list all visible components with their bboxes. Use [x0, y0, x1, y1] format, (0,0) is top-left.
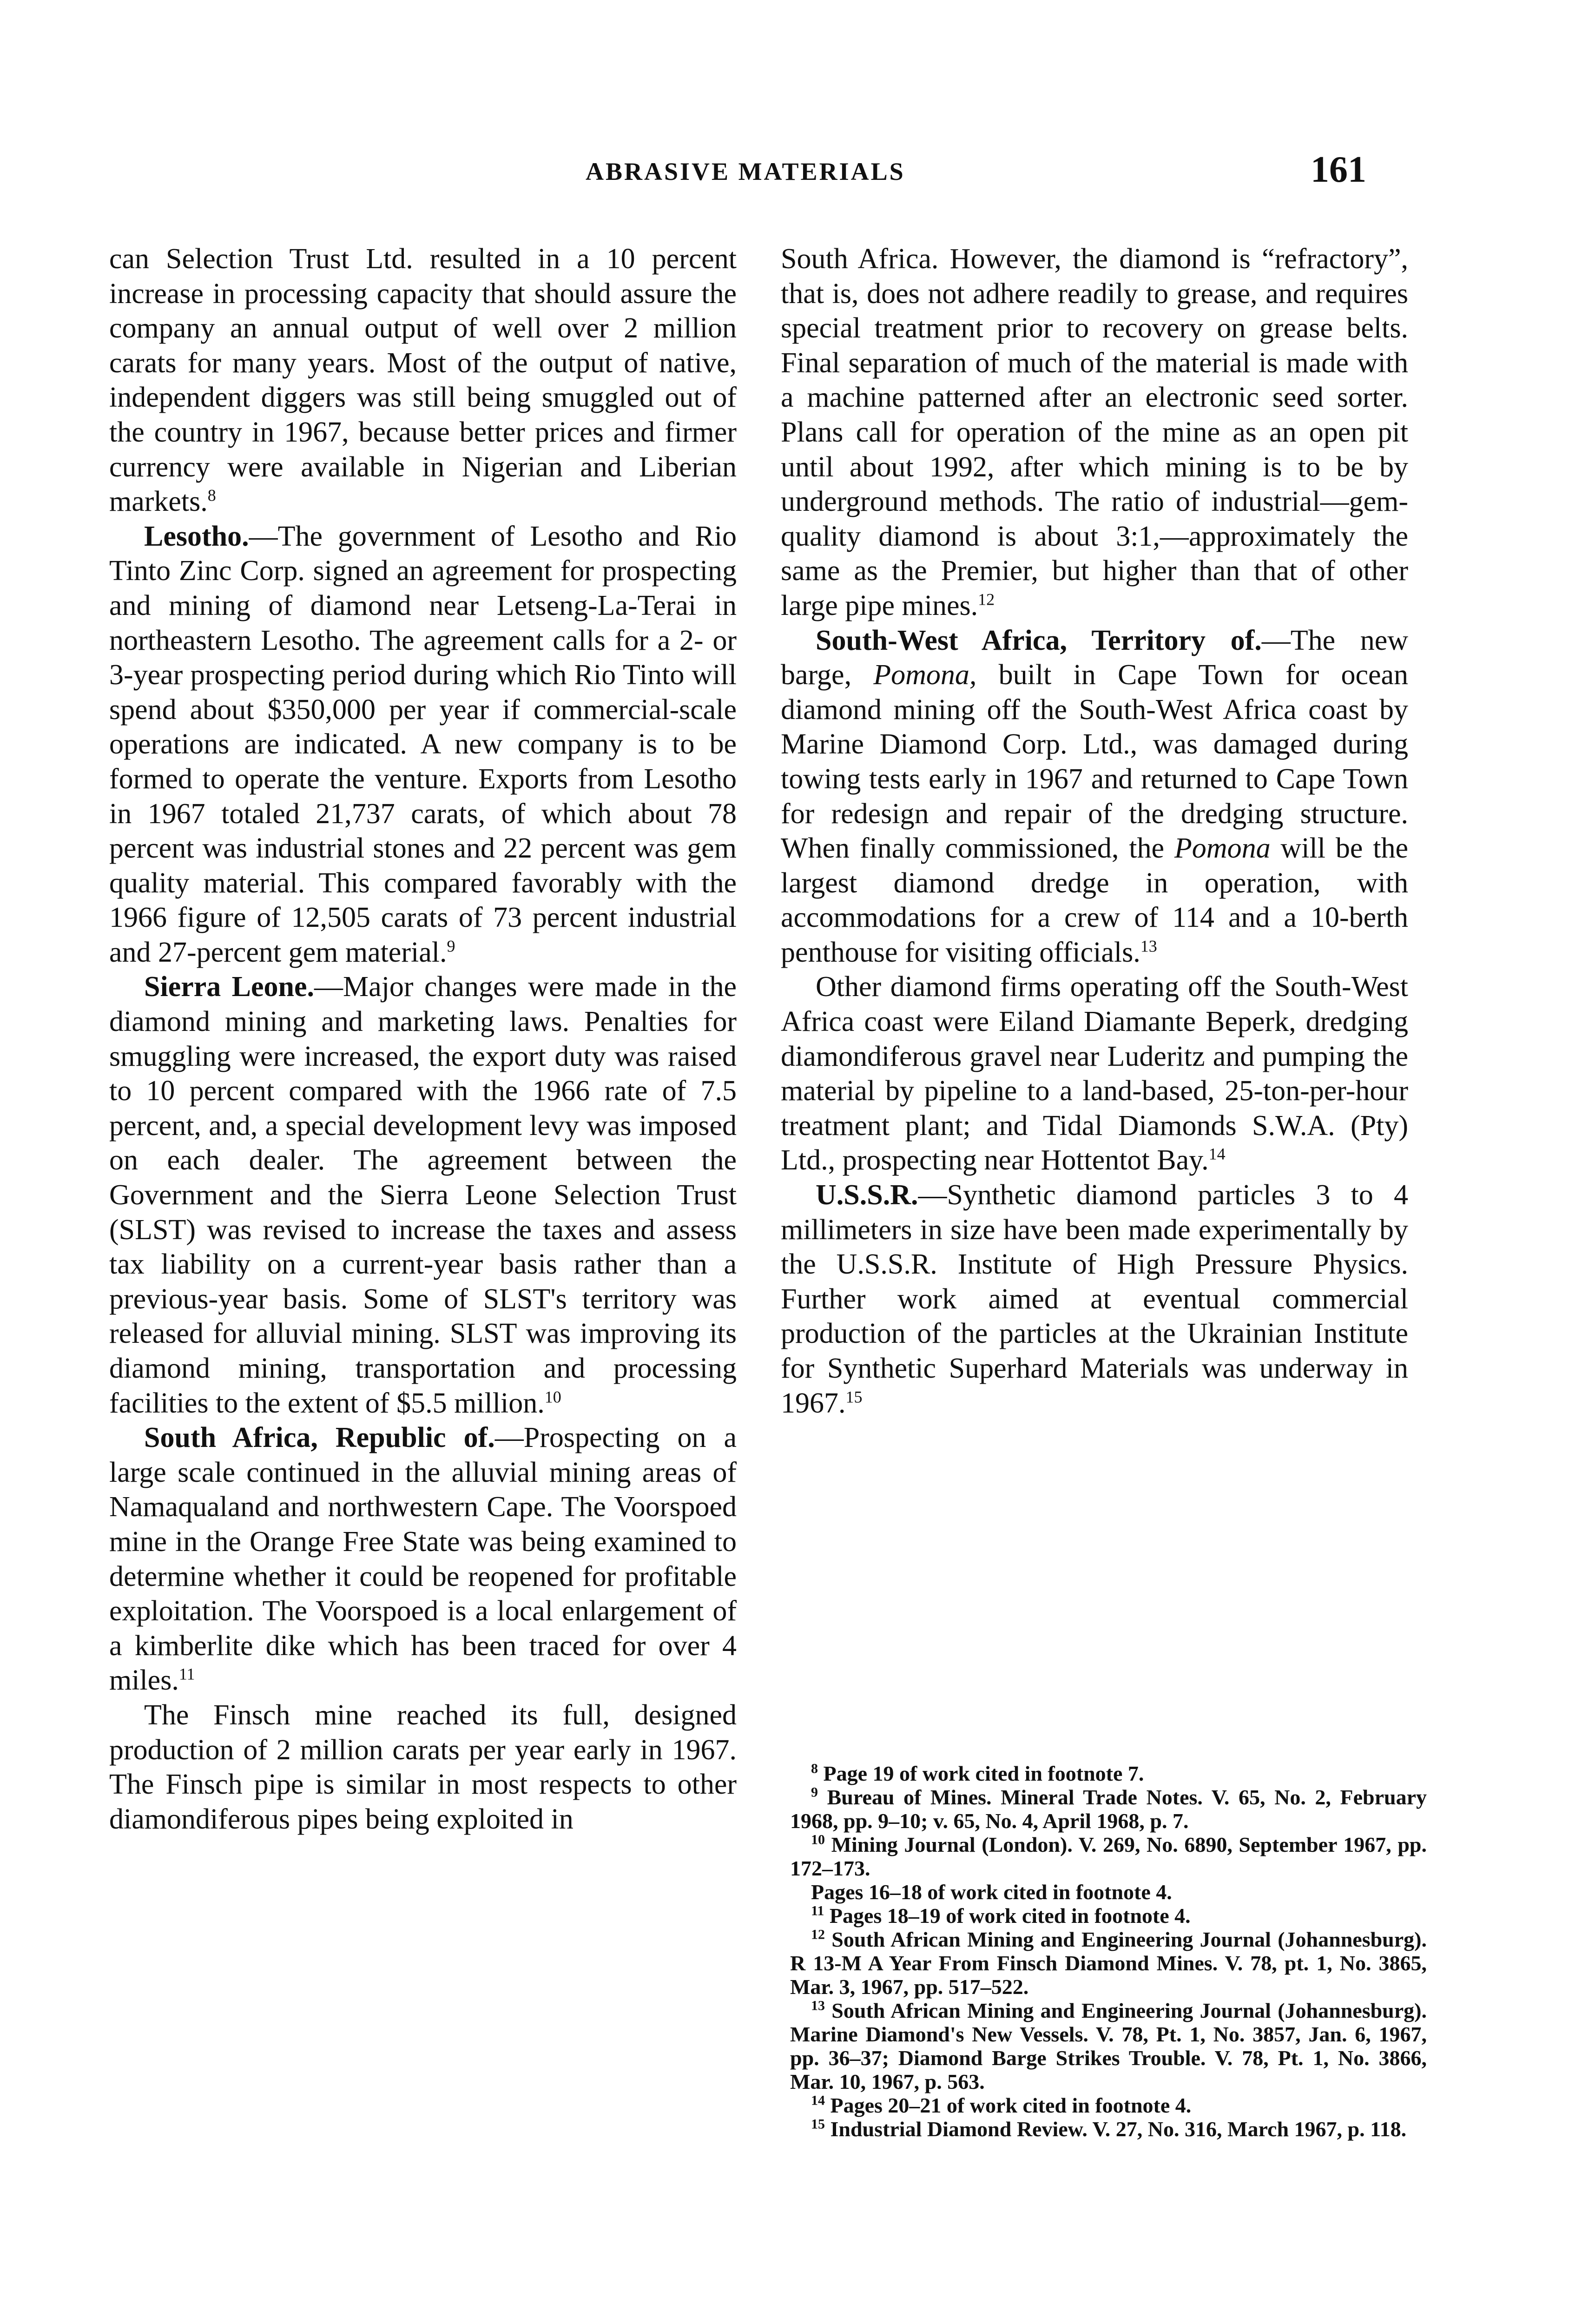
footnote-ref: 13: [1140, 937, 1157, 956]
footnote: $^{15}$ Industrial Diamond Review. V. 27, No. 316, March 1967, p. 118.: [811, 2116, 1407, 2141]
footnote-ref: 12: [978, 590, 995, 609]
footnote: Pages 16–18 of work cited in footnote 4.: [811, 1880, 1172, 1904]
footnote: $^{14}$ Pages 20–21 of work cited in footnote 4.: [811, 2093, 1192, 2117]
section-heading-sierra-leone: Sierra Leone.: [144, 971, 315, 1003]
footnotes: [790, 1762, 1427, 2141]
ship-name: Pomona,: [873, 659, 977, 691]
right-column: [781, 242, 1408, 1420]
paragraph-nigeria-liberia: can Selection Trust Ltd. resulted in a 10 percent increase in processing capacity that should assure the company an annual output of well over 2 million carats for many years. Most of the output of native, independent diggers was still being smuggled out of the country in 1967, because better prices and firmer currency were available in Nigerian and Liberian markets.$^8$: [109, 243, 737, 518]
paragraph-south-west-africa: South-West Africa, Territory of.—The new barge, Pomona, built in Cape Town for ocean diamond mining off the South-West Africa coast by Marine Diamond Corp. Ltd., was damaged during towing tests early in 1967 and returned to Cape Town for redesign and repair of the dredging structure. When finally commissioned, the Pomona will be the largest diamond dredge in operation, with accommodations for a crew of 114 and a 10-berth penthouse for visiting officials.$^{13}$: [781, 624, 1408, 968]
section-heading-south-africa: South Africa, Republic of.: [144, 1422, 495, 1454]
footnote: $^{10}$ Mining Journal (London). V. 269, No. 6890, September 1967, pp. 172–173.: [790, 1832, 1427, 1880]
footnote-ref: 14: [1208, 1144, 1226, 1163]
paragraph-south-africa: South Africa, Republic of.—Prospecting on a large scale continued in the alluvial mining areas of Namaqualand and northwestern Cape. The Voorspoed mine in the Orange Free State was being examined to determine whether it could be reopened for profitable exploitation. The Voorspoed is a local enlargement of a kimberlite dike which has been traced for over 4 miles.$^{11}$: [109, 1422, 737, 1697]
footnote: $^{12}$ South African Mining and Engineering Journal (Johannesburg). R 13-M A Year From Finsch Diamond Mines. V. 78, pt. 1, No. 3865, Mar. 3, 1967, pp. 517–522.: [790, 1927, 1427, 1999]
paragraph-lesotho: Lesotho.—The government of Lesotho and Rio Tinto Zinc Corp. signed an agreement for prospecting and mining of diamond near Letseng-La-Terai in northeastern Lesotho. The agreement calls for a 2- or 3-year prospecting period during which Rio Tinto will spend about $350,000 per year if commercial-scale operations are indicated. A new company is to be formed to operate the venture. Exports from Lesotho in 1967 totaled 21,737 carats, of which about 78 percent was industrial stones and 22 percent was gem quality material. This compared favorably with the 1966 figure of 12,505 carats of 73 percent industrial and 27-percent gem material.$^9$: [109, 520, 737, 968]
footnote: $^8$ Page 19 of work cited in footnote 7.: [811, 1761, 1144, 1785]
page-header: [548, 149, 1385, 205]
running-title: ABRASIVE MATERIALS: [586, 158, 905, 185]
paragraph-other-firms: Other diamond firms operating off the South-West Africa coast were Eiland Diamante Beperk, dredging diamondiferous gravel near Luderitz and pumping the material by pipeline to a land-based, 25-ton-per-hour treatment plant; and Tidal Diamonds S.W.A. (Pty) Ltd., prospecting near Hottentot Bay.$^{14}$: [781, 971, 1408, 1176]
left-column: [109, 242, 737, 1836]
section-heading-lesotho: Lesotho.: [144, 520, 249, 552]
footnote-ref: 11: [178, 1664, 195, 1684]
ship-name: Pomona: [1174, 832, 1271, 865]
footnote: $^{11}$ Pages 18–19 of work cited in footnote 4.: [811, 1903, 1191, 1928]
section-heading-ussr: U.S.S.R.: [816, 1179, 918, 1211]
section-heading-south-west-africa: South-West Africa, Territory of.: [816, 624, 1262, 656]
footnote-ref: 9: [447, 937, 455, 956]
footnote-ref: 10: [544, 1387, 561, 1406]
paragraph-ussr: U.S.S.R.—Synthetic diamond particles 3 to 4 millimeters in size have been made experimentally by the U.S.S.R. Institute of High Pressure Physics. Further work aimed at eventual commercial production of the particles at the Ukrainian Institute for Synthetic Superhard Materials was underway in 1967.15: [781, 1179, 1408, 1419]
paragraph-sierra-leone: Sierra Leone.—Major changes were made in the diamond mining and marketing laws. Penalties for smuggling were increased, the export duty was raised to 10 percent compared with the 1966 rate of 7.5 percent, and, a special development levy was imposed on each dealer. The agreement between the Government and the Sierra Leone Selection Trust (SLST) was revised to increase the taxes and assess tax liability on a current-year basis rather than a previous-year basis. Some of SLST's territory was released for alluvial mining. SLST was improving its diamond mining, transportation and processing facilities to the extent of $5.5 million.$^{10}$: [109, 971, 737, 1419]
footnote: $^9$ Bureau of Mines. Mineral Trade Notes. V. 65, No. 2, February 1968, pp. 9–10; v. 65, No. 4, April 1968, p. 7.: [790, 1784, 1427, 1833]
paragraph-finsch-continued: South Africa. However, the diamond is “refractory”, that is, does not adhere readily to grease, and requires special treatment prior to recovery on grease belts. Final separation of much of the material is made with a machine patterned after an electronic seed sorter. Plans call for operation of the mine as an open pit until about 1992, after which mining is to be by underground methods. The ratio of industrial—gem-quality diamond is about 3:1,—approximately the same as the Premier, but higher than that of other large pipe mines.$^{12}$: [781, 243, 1408, 621]
page-number: 161: [1311, 149, 1366, 190]
footnote-ref: 15: [845, 1387, 863, 1406]
footnote: $^{13}$ South African Mining and Engineering Journal (Johannesburg). Marine Diamond's New Vessels. V. 78, Pt. 1, No. 3857, Jan. 6, 1967, pp. 36–37; Diamond Barge Strikes Trouble. V. 78, Pt. 1, No. 3866, Mar. 10, 1967, p. 563.: [790, 1998, 1427, 2093]
paragraph-finsch: The Finsch mine reached its full, designed production of 2 million carats per year early in 1967. The Finsch pipe is similar in most respects to other diamondiferous pipes being exploited in: [109, 1699, 737, 1835]
footnote-ref: 8: [207, 486, 216, 505]
